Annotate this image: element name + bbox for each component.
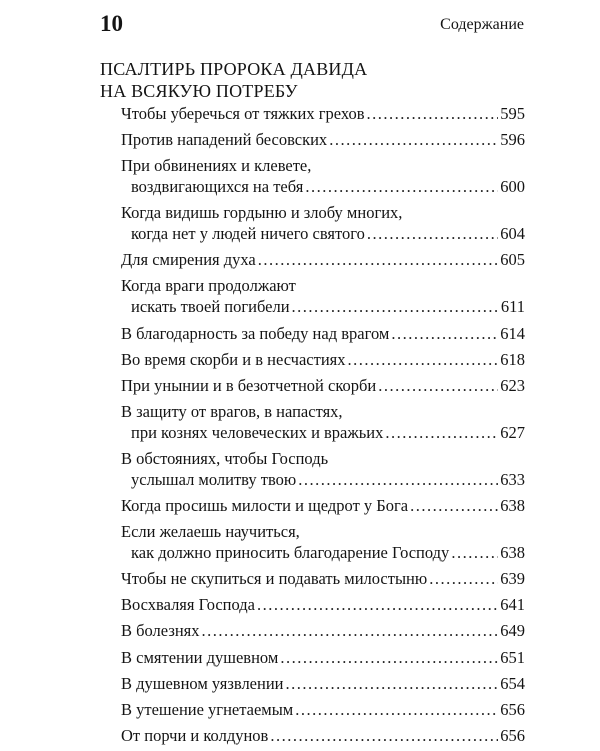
- toc-entry-title: Чтобы не скупиться и подавать милостыню: [121, 569, 428, 589]
- dot-leader: [367, 103, 499, 124]
- toc-entry-page-number: 600: [500, 177, 525, 197]
- toc-entry: [121, 725, 525, 746]
- toc-entry-title: В душевном уязвлении: [121, 673, 284, 693]
- toc-entry-title: когда нет у людей ничего святого: [131, 224, 365, 244]
- toc-entry-page-number: 605: [500, 250, 525, 270]
- toc-entry-page-number: 633: [500, 469, 525, 489]
- toc-entry-page-number: 638: [500, 543, 525, 563]
- toc-entry-page-number: 651: [500, 647, 525, 667]
- toc-entry: [121, 448, 525, 490]
- table-of-contents: [121, 103, 525, 751]
- toc-entry: [121, 349, 525, 370]
- toc-entry-page-number: 611: [500, 297, 525, 317]
- toc-entry-title-line: Когда видишь гордыню и злобу многих,: [121, 203, 403, 223]
- toc-entry-title: искать твоей погибели: [131, 297, 290, 317]
- running-head: Содержание: [440, 16, 524, 33]
- section-title-line-2: НА ВСЯКУЮ ПОТРЕБУ: [100, 81, 298, 101]
- toc-entry-title-line: При обвинениях и клевете,: [121, 156, 312, 176]
- dot-leader: [378, 375, 498, 396]
- section-title: [100, 58, 524, 102]
- toc-entry-title: Восхваляя Господа: [121, 595, 255, 615]
- toc-entry: [121, 375, 525, 396]
- toc-entry-page-number: 641: [500, 595, 525, 615]
- dot-leader: [451, 542, 498, 563]
- toc-entry-title: В благодарность за победу над врагом: [121, 323, 390, 343]
- dot-leader: [410, 495, 498, 516]
- toc-entry-title: При унынии и в безотчетной скорби: [121, 375, 377, 395]
- toc-entry-title: Чтобы уберечься от тяжких грехов: [121, 104, 365, 123]
- toc-entry-title-line: Когда враги продолжают: [121, 276, 296, 296]
- toc-entry: [121, 249, 525, 270]
- dot-leader: [348, 349, 499, 370]
- toc-entry: [121, 202, 525, 244]
- toc-entry-title: В болезнях: [121, 621, 200, 641]
- dot-leader: [286, 673, 499, 694]
- section-title-line-1: ПСАЛТИРЬ ПРОРОКА ДАВИДА: [100, 59, 368, 79]
- dot-leader: [298, 469, 498, 490]
- toc-entry-title: Когда просишь милости и щедрот у Бога: [121, 496, 409, 516]
- page-header: [100, 10, 524, 40]
- toc-entry: [121, 323, 525, 344]
- dot-leader: [280, 647, 498, 668]
- toc-entry-page-number: 656: [500, 699, 525, 719]
- dot-leader: [257, 594, 498, 615]
- dot-leader: [429, 568, 498, 589]
- toc-entry-page-number: 595: [500, 104, 525, 123]
- toc-entry: [121, 647, 525, 668]
- toc-entry-page-number: 596: [500, 130, 525, 150]
- dot-leader: [305, 176, 498, 197]
- toc-entry: [121, 620, 525, 641]
- dot-leader: [292, 296, 499, 317]
- toc-entry-title: воздвигающихся на тебя: [131, 177, 304, 197]
- toc-entry-title: услышал молитву твою: [131, 469, 297, 489]
- toc-entry-page-number: 604: [500, 224, 525, 244]
- toc-entry-title: Для смирения духа: [121, 250, 256, 270]
- toc-entry: [121, 568, 525, 589]
- toc-entry: [121, 495, 525, 516]
- toc-entry-title-line: В защиту от врагов, в напастях,: [121, 401, 343, 421]
- toc-entry-title: В смятении душевном: [121, 647, 279, 667]
- toc-entry-page-number: 638: [500, 496, 525, 516]
- toc-entry: [121, 129, 525, 150]
- toc-entry: [121, 103, 525, 124]
- dot-leader: [270, 725, 498, 746]
- toc-entry-title: В утешение угнетаемым: [121, 699, 294, 719]
- page-number: 10: [100, 11, 123, 36]
- toc-entry-page-number: 656: [500, 725, 525, 745]
- toc-entry: [121, 594, 525, 615]
- toc-entry-title-line: В обстояниях, чтобы Господь: [121, 448, 329, 468]
- dot-leader: [391, 323, 498, 344]
- toc-entry-page-number: 614: [500, 323, 525, 343]
- toc-entry-page-number: 623: [500, 375, 525, 395]
- toc-entry: [121, 401, 525, 443]
- toc-entry-title-line: Если желаешь научиться,: [121, 522, 300, 542]
- toc-entry-page-number: 654: [500, 673, 525, 693]
- toc-entry-title: Во время скорби и в несчастиях: [121, 349, 346, 369]
- dot-leader: [367, 223, 498, 244]
- dot-leader: [329, 129, 498, 150]
- toc-entry-page-number: 627: [500, 422, 525, 442]
- toc-entry-title: при кознях человеческих и вражьих: [131, 422, 384, 442]
- toc-entry: [121, 155, 525, 197]
- toc-entry-title: Против нападений бесовских: [121, 130, 328, 150]
- toc-entry-page-number: 618: [500, 349, 525, 369]
- toc-entry: [121, 275, 525, 317]
- toc-entry-title: как должно приносить благодарение Господу: [131, 543, 450, 563]
- toc-entry-page-number: 649: [500, 621, 525, 641]
- dot-leader: [385, 422, 498, 443]
- dot-leader: [258, 249, 499, 270]
- toc-entry-page-number: 639: [500, 569, 525, 589]
- toc-entry: [121, 521, 525, 563]
- dot-leader: [202, 620, 499, 641]
- toc-entry-title: От порчи и колдунов: [121, 725, 269, 745]
- dot-leader: [295, 699, 498, 720]
- toc-entry: [121, 673, 525, 694]
- toc-entry: [121, 699, 525, 720]
